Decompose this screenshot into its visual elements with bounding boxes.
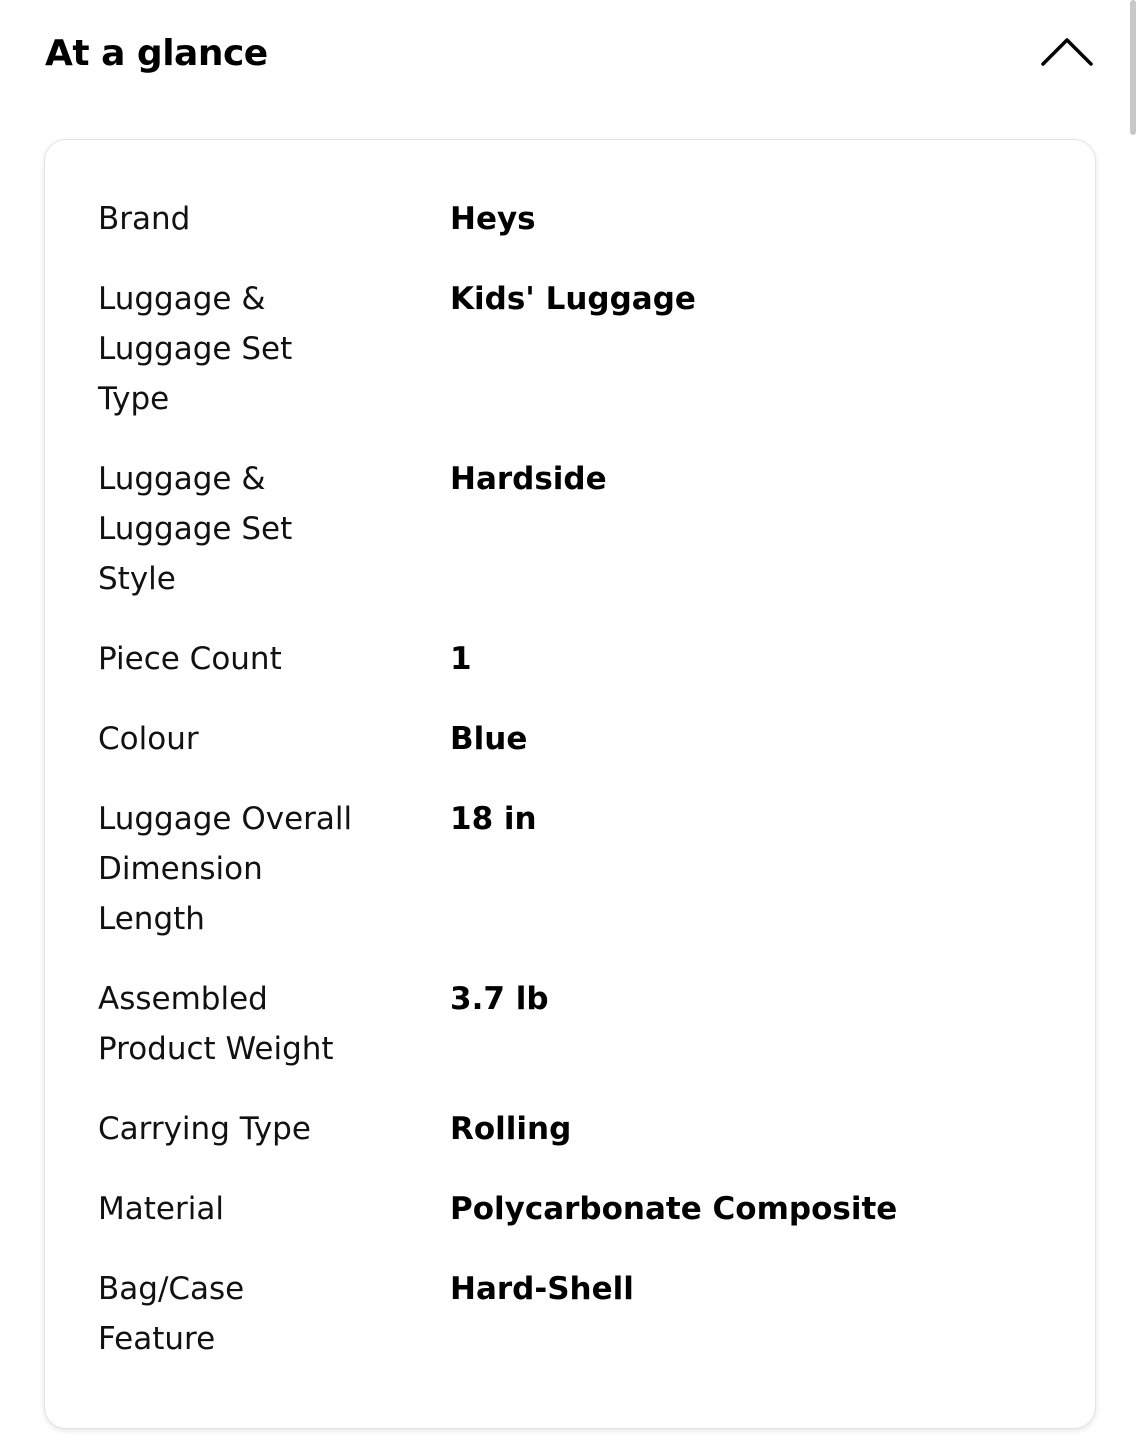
spec-row-dimension-length xyxy=(98,794,1058,944)
spec-value: Hardside xyxy=(450,461,607,497)
spec-value: 18 in xyxy=(450,801,537,837)
spec-value: Rolling xyxy=(450,1111,572,1147)
spec-value: 3.7 lb xyxy=(450,981,549,1017)
chevron-up-icon xyxy=(1039,28,1095,72)
spec-row-piece-count xyxy=(98,634,1058,684)
spec-label: Luggage Overall Dimension Length xyxy=(98,801,353,937)
spec-value: 1 xyxy=(450,641,472,677)
spec-label: Colour xyxy=(98,721,199,757)
specs-list xyxy=(98,194,1058,1394)
spec-value: Blue xyxy=(450,721,528,757)
spec-value: Heys xyxy=(450,201,536,237)
spec-label: Material xyxy=(98,1191,224,1227)
specs-card xyxy=(44,139,1096,1429)
spec-row-luggage-style xyxy=(98,454,1058,604)
spec-label: Bag/Case Feature xyxy=(98,1271,245,1357)
spec-label: Luggage & Luggage Set Style xyxy=(98,461,293,597)
scrollbar-thumb[interactable] xyxy=(1130,0,1136,135)
spec-value: Hard-Shell xyxy=(450,1271,634,1307)
spec-row-colour xyxy=(98,714,1058,764)
spec-row-luggage-type xyxy=(98,274,1058,424)
spec-row-case-feature xyxy=(98,1264,1058,1364)
spec-row-carrying-type xyxy=(98,1104,1058,1154)
spec-label: Brand xyxy=(98,201,191,237)
collapse-toggle-button[interactable] xyxy=(1039,28,1095,72)
section-header xyxy=(45,22,1095,92)
spec-label: Assembled Product Weight xyxy=(98,981,334,1067)
spec-row-material xyxy=(98,1184,1058,1234)
spec-row-product-weight xyxy=(98,974,1058,1074)
spec-row-brand xyxy=(98,194,1058,244)
spec-label: Piece Count xyxy=(98,641,282,677)
spec-value: Kids' Luggage xyxy=(450,281,696,317)
section-title: At a glance xyxy=(45,33,268,74)
spec-label: Luggage & Luggage Set Type xyxy=(98,281,293,417)
spec-value: Polycarbonate Composite xyxy=(450,1191,898,1227)
spec-label: Carrying Type xyxy=(98,1111,311,1147)
